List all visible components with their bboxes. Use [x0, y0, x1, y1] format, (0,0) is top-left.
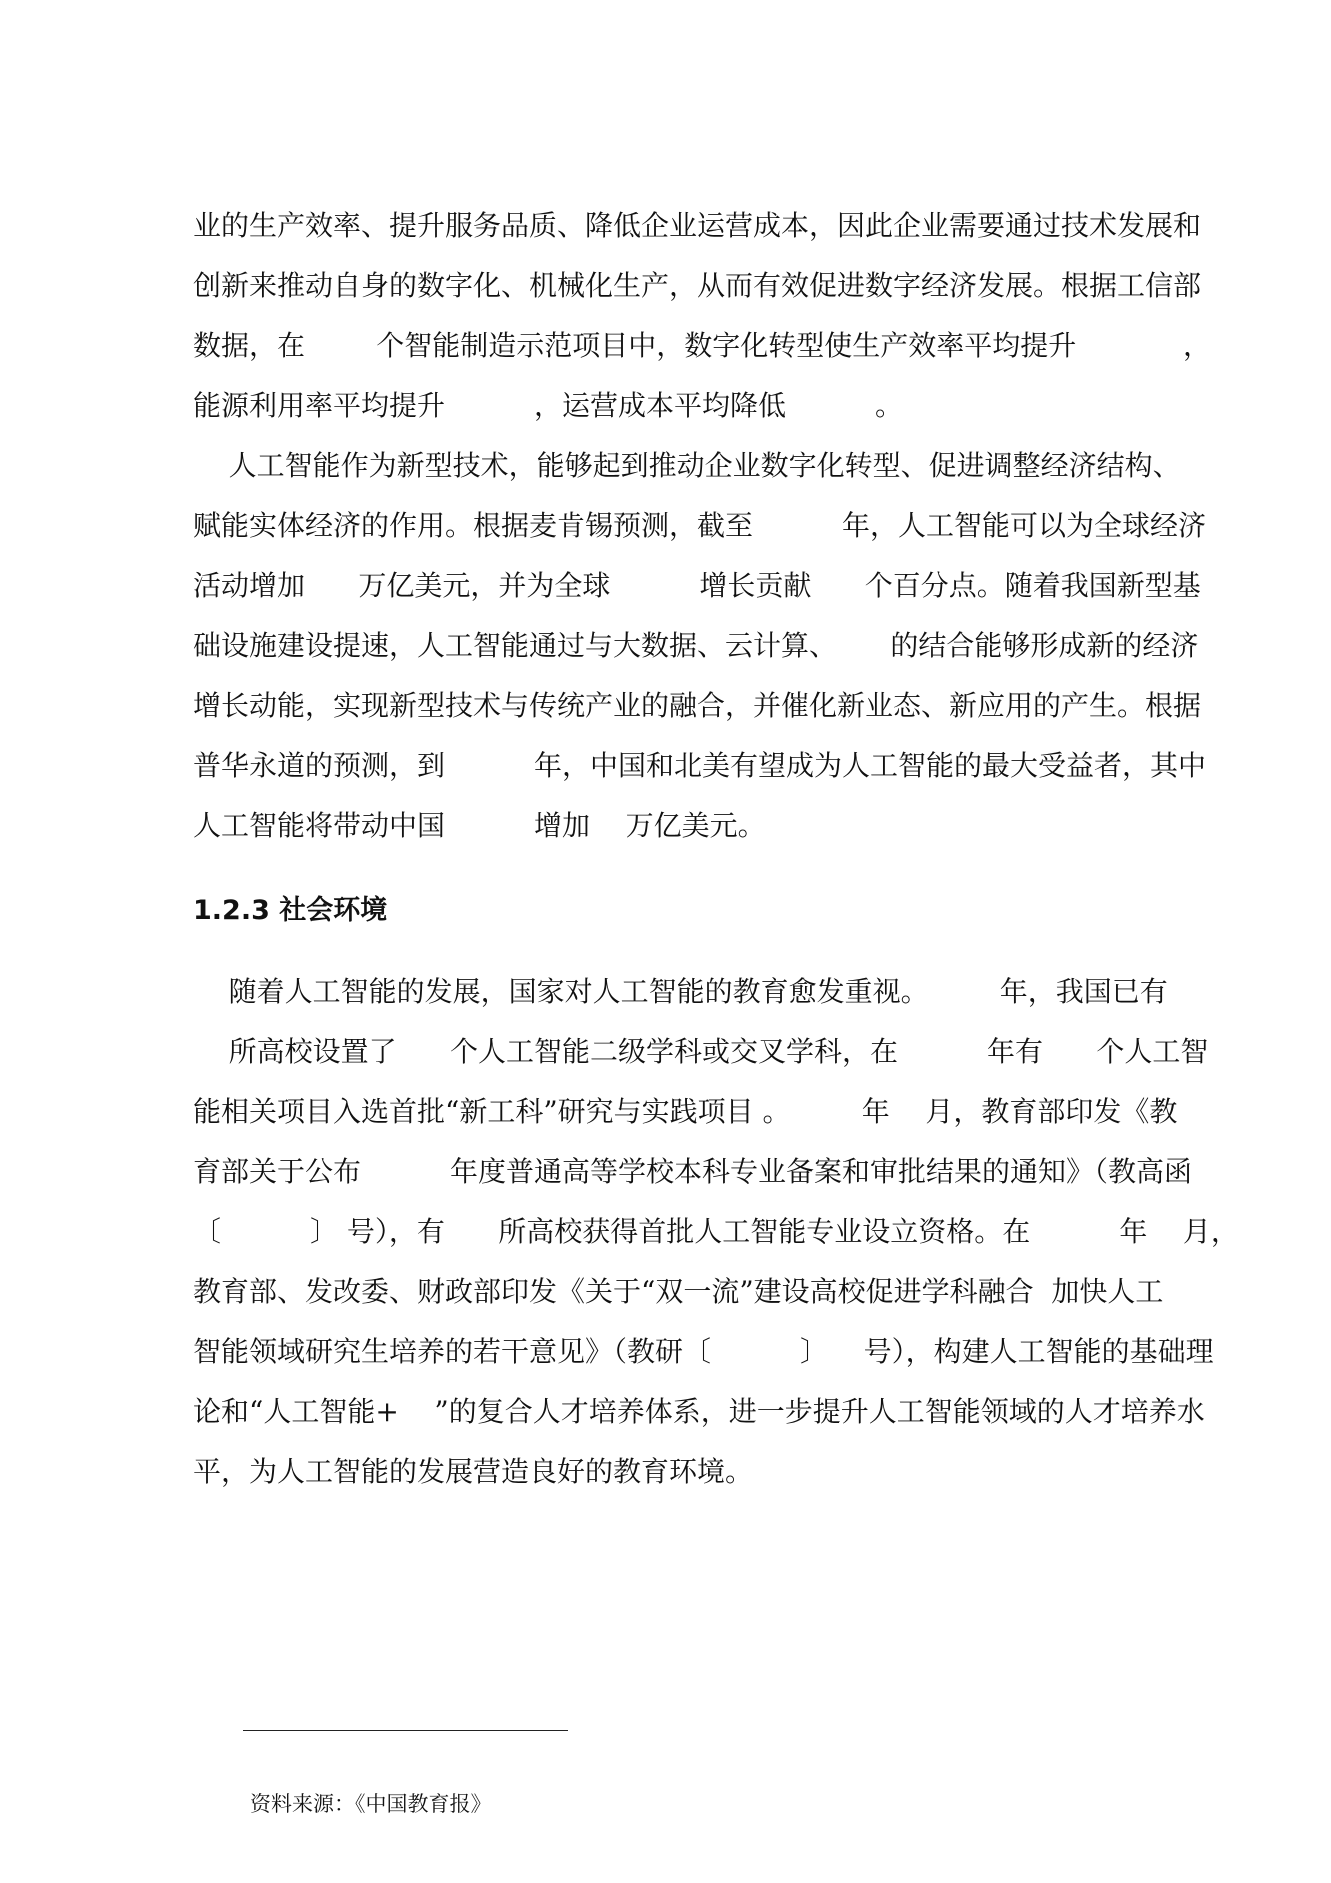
- text-line: 赋能实体经济的作用。根据麦肯锡预测，截至 年，人工智能可以为全球经济: [193, 509, 1207, 542]
- text-line: 础设施建设提速，人工智能通过与大数据、云计算、 的结合能够形成新的经济: [193, 629, 1199, 662]
- text-line: 增长动能，实现新型技术与传统产业的融合，并催化新业态、新应用的产生。根据: [193, 689, 1202, 722]
- text-line: 创新来推动自身的数字化、机械化生产，从而有效促进数字经济发展。根据工信部: [193, 269, 1202, 302]
- text-line: 平，为人工智能的发展营造良好的教育环境。: [193, 1455, 754, 1488]
- text-line: 智能领域研究生培养的若干意见》（教研〔 〕 号），构建人工智能的基础理: [193, 1335, 1214, 1368]
- text-line: 活动增加 万亿美元，并为全球 增长贡献 个百分点。随着我国新型基: [193, 569, 1201, 602]
- text-line: 所高校设置了 个人工智能二级学科或交叉学科，在 年有 个人工智: [193, 1035, 1209, 1068]
- text-line: 人工智能将带动中国 增加 万亿美元。: [193, 809, 766, 842]
- text-line: 数据，在 个智能制造示范项目中，数字化转型使生产效率平均提升 ，: [193, 329, 1212, 362]
- text-line: 论和“人工智能+ ”的复合人才培养体系，进一步提升人工智能领域的人才培养水: [193, 1395, 1205, 1428]
- footnote-separator: [243, 1730, 568, 1731]
- text-line: 能相关项目入选首批“新工科”研究与实践项目 。 年 月，教育部印发《教: [193, 1095, 1178, 1128]
- text-line: 育部关于公布 年度普通高等学校本科专业备案和审批结果的通知》（教高函: [193, 1155, 1193, 1188]
- text-line: 普华永道的预测，到 年，中国和北美有望成为人工智能的最大受益者，其中: [193, 749, 1207, 782]
- text-line: 〔 〕 号），有 所高校获得首批人工智能专业设立资格。在 年 月，: [193, 1215, 1239, 1248]
- text-line: 业的生产效率、提升服务品质、降低企业运营成本，因此企业需要通过技术发展和: [193, 209, 1202, 242]
- section-heading: 1.2.3 社会环境: [193, 895, 388, 926]
- footnote: 资料来源：《中国教育报》: [250, 1792, 492, 1816]
- text-line: 教育部、发改委、财政部印发《关于“双一流”建设高校促进学科融合 加快人工: [193, 1275, 1164, 1308]
- text-line: 人工智能作为新型技术，能够起到推动企业数字化转型、促进调整经济结构、: [193, 449, 1181, 482]
- text-line: 随着人工智能的发展，国家对人工智能的教育愈发重视。 年，我国已有: [193, 975, 1168, 1008]
- text-line: 能源利用率平均提升 ，运营成本平均降低 。: [193, 389, 904, 422]
